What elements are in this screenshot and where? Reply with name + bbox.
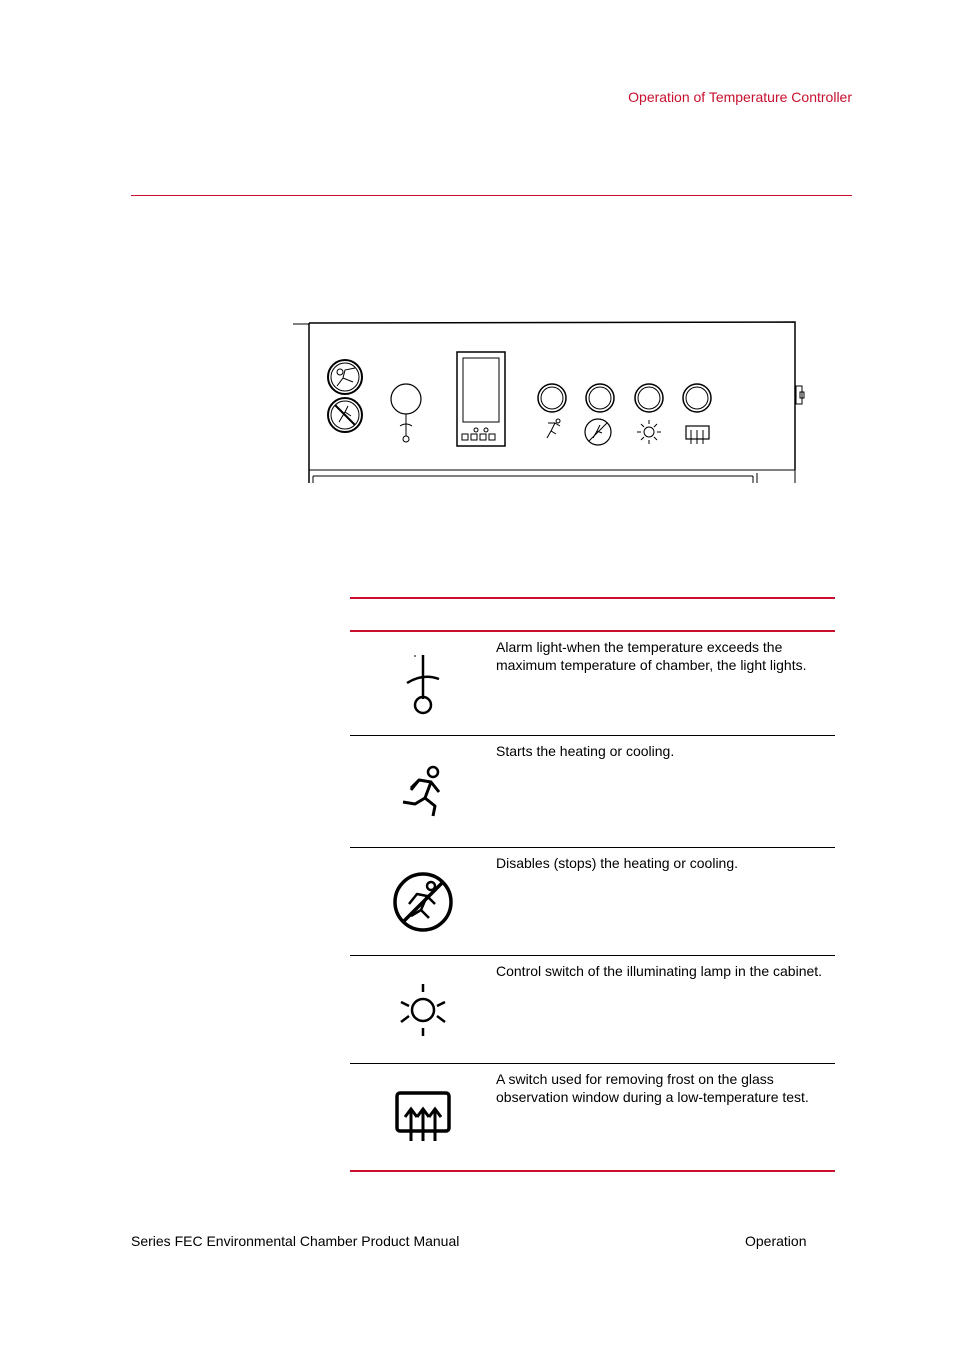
stop-button — [585, 384, 614, 445]
manual-icon — [328, 360, 362, 394]
defrost-button — [683, 384, 711, 444]
no-tamper-icon — [328, 398, 362, 432]
row-description: Starts the heating or cooling. — [496, 743, 675, 759]
footer-manual-title: Series FEC Environmental Chamber Product Manual — [131, 1233, 460, 1249]
stop-icon — [350, 848, 496, 955]
thermometer-icon — [350, 632, 496, 735]
row-description: A switch used for removing frost on the glass observation window during a low-temperature test. — [496, 1071, 809, 1105]
table-row — [350, 1064, 835, 1172]
table-header — [350, 597, 835, 632]
control-panel-figure — [293, 318, 813, 488]
table-row — [350, 848, 835, 956]
table-row — [350, 736, 835, 848]
controller-display — [457, 352, 505, 446]
light-icon — [350, 956, 496, 1063]
row-description: Control switch of the illuminating lamp in the cabinet. — [496, 963, 823, 979]
light-button — [635, 384, 663, 444]
defrost-icon — [350, 1064, 496, 1170]
alarm-lamp — [391, 384, 421, 442]
table-row — [350, 956, 835, 1064]
run-icon — [350, 736, 496, 847]
header-title: Operation of Temperature Controller — [628, 89, 852, 105]
header-rule — [131, 195, 852, 196]
row-description: Disables (stops) the heating or cooling. — [496, 855, 739, 871]
row-description: Alarm light-when the temperature exceeds the maximum temperature of chamber, the light lights. — [496, 639, 807, 673]
footer-section: Operation — [745, 1233, 807, 1249]
symbol-table — [350, 597, 835, 1172]
table-row — [350, 632, 835, 736]
run-button — [538, 384, 566, 438]
